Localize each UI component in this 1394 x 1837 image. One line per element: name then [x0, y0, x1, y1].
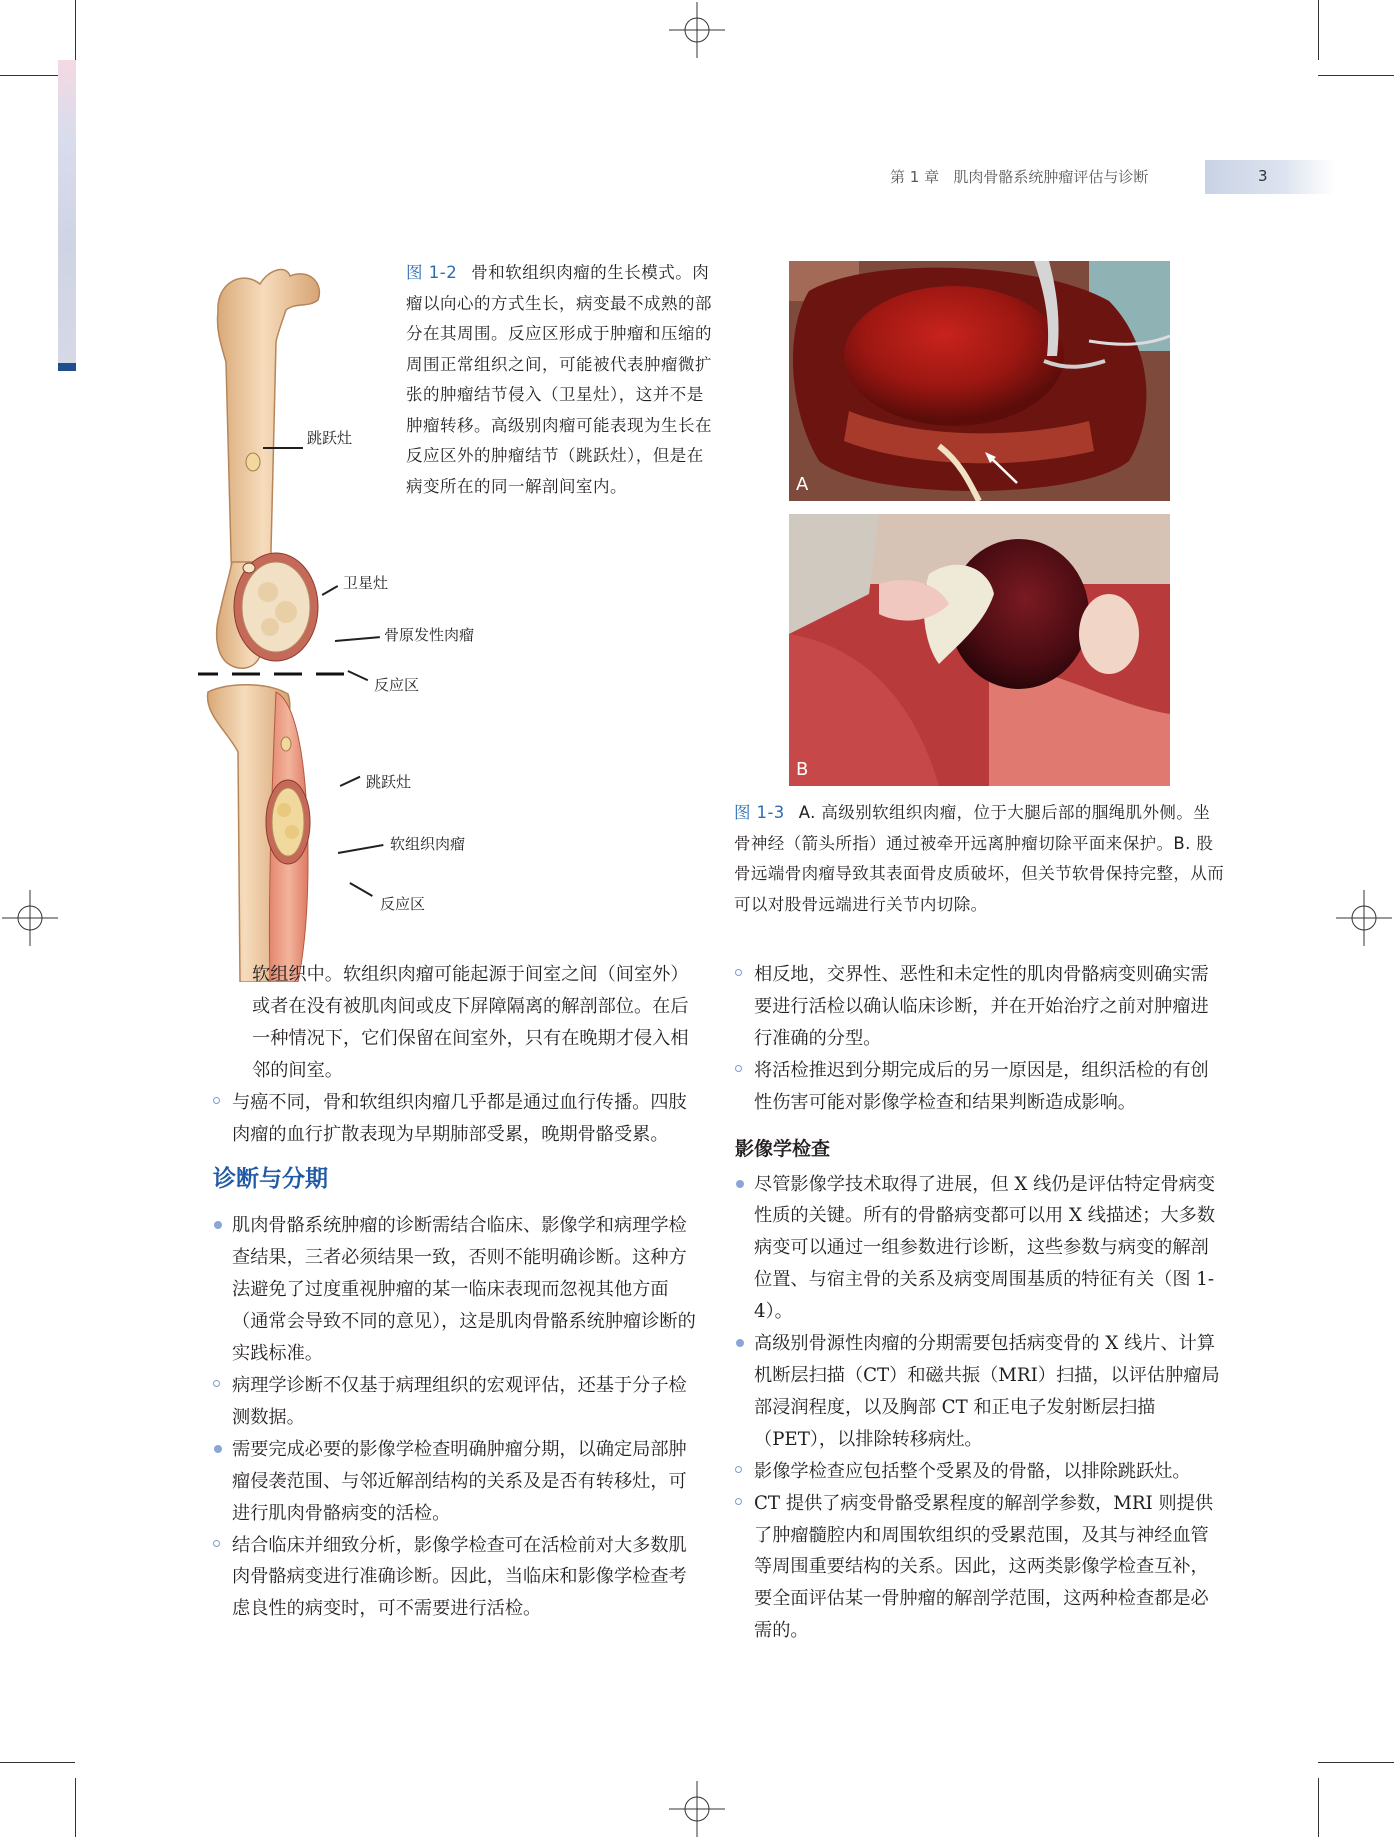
- crop-mark: [75, 0, 76, 60]
- crop-mark: [1318, 0, 1319, 60]
- crop-mark: [1318, 1762, 1394, 1763]
- figure-1-3-caption-text: A. 高级别软组织肉瘤，位于大腿后部的腘绳肌外侧。坐骨神经（箭头所指）通过被牵开远离肿瘤切除平面来保护。B. 股骨远端骨肉瘤导致其表面骨皮质破坏，但关节软骨保持完整，从而可以对股骨远端进行关节内切除。: [734, 803, 1225, 914]
- sub-bullet: 将活检推迟到分期完成后的另一原因是，组织活检的有创性伤害可能对影像学检查和结果判断造成影响。: [735, 1055, 1225, 1119]
- crop-mark: [75, 1778, 76, 1837]
- crop-mark: [1318, 75, 1394, 76]
- label-skip-lesion-lower: 跳跃灶: [366, 773, 412, 791]
- label-bone-sarcoma: 骨原发性肉瘤: [384, 626, 475, 644]
- page-number-tab: [1205, 160, 1335, 194]
- running-head: [890, 160, 1340, 194]
- registration-mark-icon: [1336, 890, 1392, 946]
- registration-mark-icon: [669, 1781, 725, 1837]
- sub-bullet: 相反地，交界性、恶性和未定性的肌肉骨骼病变则确实需要进行活检以确认临床诊断，并在开始治疗之前对肿瘤进行准确的分型。: [735, 959, 1225, 1055]
- figure-1-3-photo-a: [789, 261, 1170, 501]
- bullet: 肌肉骨骼系统肿瘤的诊断需结合临床、影像学和病理学检查结果，三者必须结果一致，否则不能明确诊断。这种方法避免了过度重视肿瘤的某一临床表现而忽视其他方面（通常会导致不同的意见），这是肌肉骨骼系统肿瘤诊断的实践标准。: [213, 1210, 703, 1370]
- registration-mark-icon: [2, 890, 58, 946]
- panel-a-label: A: [796, 474, 809, 495]
- bullet: 需要完成必要的影像学检查明确肿瘤分期，以确定局部肿瘤侵袭范围、与邻近解剖结构的关系及是否有转移灶，可进行肌肉骨骼病变的活检。: [213, 1434, 703, 1530]
- left-column: [213, 959, 703, 1625]
- figure-1-3-photo-b: [789, 514, 1170, 786]
- section-title: 诊断与分期: [213, 1166, 328, 1193]
- page-number: 3: [1258, 167, 1268, 185]
- label-satellite-lesion: 卫星灶: [343, 574, 389, 592]
- running-head-text: [890, 166, 1148, 187]
- continued-paragraph: 软组织中。软组织肉瘤可能起源于间室之间（间室外）或者在没有被肌肉间或皮下屏障隔离的解剖部位。在后一种情况下，它们保留在间室外，只有在晚期才侵入相邻的间室。: [252, 964, 689, 1081]
- label-soft-tissue-sarcoma: 软组织肉瘤: [390, 835, 466, 853]
- label-reactive-zone-upper: 反应区: [374, 676, 420, 694]
- side-color-strip: [58, 60, 76, 370]
- sub-bullet: 与癌不同，骨和软组织肉瘤几乎都是通过血行传播。四肢肉瘤的血行扩散表现为早期肺部受累，晚期骨骼受累。: [213, 1087, 703, 1151]
- label-reactive-zone-lower: 反应区: [380, 895, 426, 913]
- figure-1-2-caption-text: 骨和软组织肉瘤的生长模式。肉瘤以向心的方式生长，病变最不成熟的部分在其周围。反应区形成于肿瘤和压缩的周围正常组织之间，可能被代表肿瘤微扩张的肿瘤结节侵入（卫星灶），这并不是肿瘤转移。高级别肉瘤可能表现为生长在反应区外的肿瘤结节（跳跃灶），但是在病变所在的同一解剖间室内。: [406, 263, 712, 496]
- registration-mark-icon: [669, 2, 725, 58]
- label-skip-lesion-upper: 跳跃灶: [307, 429, 353, 447]
- chapter-label: 第 1 章: [890, 168, 940, 186]
- crop-mark: [0, 1762, 75, 1763]
- subsection-title: 影像学检查: [735, 1137, 831, 1160]
- surgical-photo-a: [789, 261, 1170, 501]
- bone-sarcoma-illustration: [198, 262, 428, 982]
- figure-1-2-caption: [406, 258, 716, 502]
- bullet: 高级别骨源性肉瘤的分期需要包括病变骨的 X 线片、计算机断层扫描（CT）和磁共振（MRI）扫描，以评估肿瘤局部浸润程度，以及胸部 CT 和正电子发射断层扫描（PET），以排除转移病灶。: [735, 1328, 1225, 1456]
- crop-mark: [1318, 1778, 1319, 1837]
- surgical-photo-b: [789, 514, 1170, 786]
- side-strip-marker: [58, 363, 76, 371]
- sub-bullet: CT 提供了病变骨骼受累程度的解剖学参数，MRI 则提供了肿瘤髓腔内和周围软组织的受累范围，及其与神经血管等周围重要结构的关系。因此，这两类影像学检查互补，要全面评估某一骨肿瘤的解剖学范围，这两种检查都是必需的。: [735, 1488, 1225, 1648]
- figure-1-3-caption: [734, 798, 1226, 920]
- figure-1-3-number: 图 1-3: [734, 803, 785, 822]
- panel-b-label: B: [796, 759, 809, 780]
- chapter-title: 肌肉骨骼系统肿瘤评估与诊断: [953, 168, 1149, 186]
- right-column: [735, 959, 1225, 1647]
- leader-line: [263, 447, 303, 449]
- sub-bullet: 病理学诊断不仅基于病理组织的宏观评估，还基于分子检测数据。: [213, 1370, 703, 1434]
- figure-1-2-number: 图 1-2: [406, 263, 458, 282]
- sub-bullet: 结合临床并细致分析，影像学检查可在活检前对大多数肌肉骨骼病变进行准确诊断。因此，当临床和影像学检查考虑良性的病变时，可不需要进行活检。: [213, 1530, 703, 1626]
- bullet: 尽管影像学技术取得了进展，但 X 线仍是评估特定骨病变性质的关键。所有的骨骼病变都可以用 X 线描述；大多数病变可以通过一组参数进行诊断，这些参数与病变的解剖位置、与宿主骨的关系及病变周围基质的特征有关（图 1-4）。: [735, 1169, 1225, 1329]
- sub-bullet: 影像学检查应包括整个受累及的骨骼，以排除跳跃灶。: [735, 1456, 1225, 1488]
